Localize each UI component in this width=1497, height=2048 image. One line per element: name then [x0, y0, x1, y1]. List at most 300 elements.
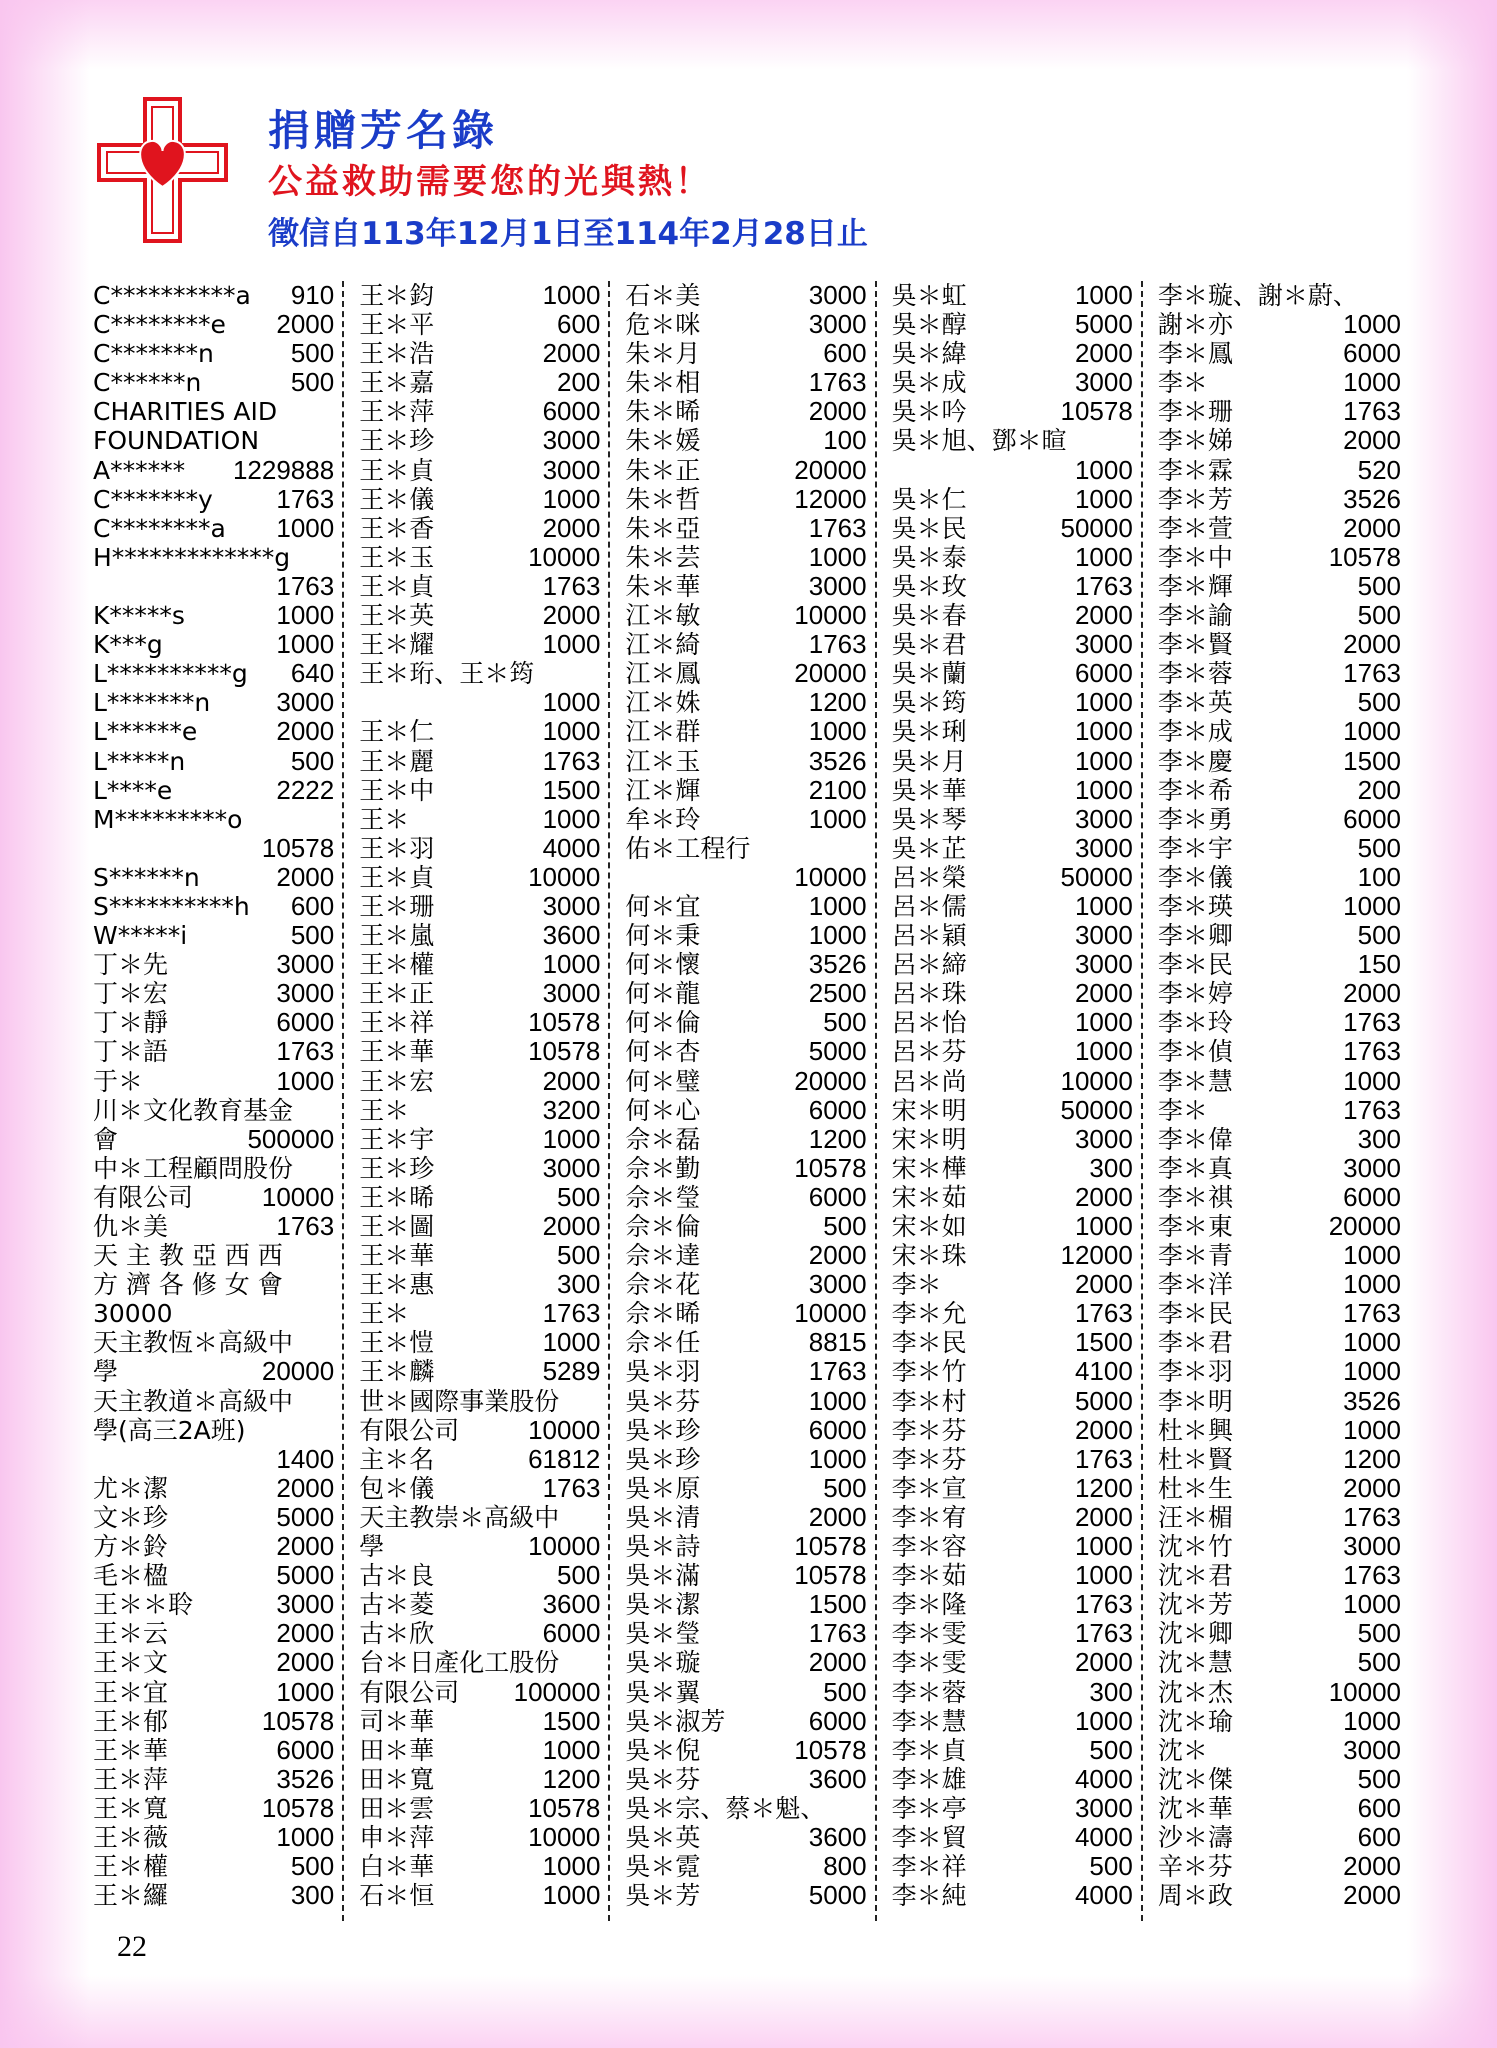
- donor-row: [625, 1096, 866, 1125]
- donor-name: 王＊麗: [359, 746, 435, 776]
- donor-name: 石＊美: [625, 281, 701, 310]
- donor-name: 吳＊玫: [891, 571, 967, 601]
- donation-amount: 300: [1357, 1123, 1401, 1154]
- donor-row: [93, 1387, 334, 1416]
- donor-row: [359, 514, 600, 543]
- donor-row: [359, 339, 600, 368]
- donor-name: 李＊村: [891, 1386, 967, 1416]
- donor-name: 江＊輝: [625, 775, 701, 805]
- donation-amount: 10000: [528, 1821, 601, 1852]
- donor-name: 石＊恒: [359, 1881, 435, 1911]
- donation-amount: 3600: [542, 1589, 601, 1620]
- donor-row: [93, 717, 334, 746]
- donor-row: [359, 601, 600, 630]
- donor-row: [892, 514, 1133, 543]
- donor-row: [625, 1125, 866, 1154]
- donor-name: 吳＊宗、蔡＊魁、: [625, 1793, 826, 1823]
- donor-name: 朱＊華: [625, 571, 701, 601]
- donor-row: [625, 1270, 866, 1299]
- donor-row: [625, 1532, 866, 1561]
- donor-row: [892, 1270, 1133, 1299]
- donor-row: [625, 1474, 866, 1503]
- donor-name: 于＊: [93, 1066, 144, 1096]
- donation-amount: 1000: [1074, 774, 1133, 805]
- donation-amount: 3000: [1074, 949, 1133, 980]
- donor-row: [892, 1154, 1133, 1183]
- donation-amount: 1763: [1343, 658, 1401, 689]
- donor-name: 吳＊芬: [625, 1764, 701, 1794]
- donor-name: 李＊真: [1157, 1153, 1233, 1183]
- donation-amount: 2000: [808, 1240, 867, 1271]
- donor-name: 丁＊先: [93, 950, 169, 980]
- donation-amount: 3600: [542, 920, 601, 951]
- donor-row: [93, 1037, 334, 1066]
- donation-amount: 10578: [261, 1705, 335, 1736]
- donor-row: [625, 1299, 866, 1328]
- donor-name: 李＊青: [1157, 1241, 1233, 1271]
- donation-amount: 1500: [542, 774, 601, 805]
- donation-amount: 300: [557, 1269, 601, 1300]
- donor-name: 李＊: [1157, 1095, 1208, 1125]
- donor-row: [892, 1678, 1133, 1707]
- donor-name: 吳＊吟: [891, 397, 967, 427]
- donor-row: [892, 1241, 1133, 1270]
- donation-amount: 500: [1357, 1647, 1401, 1678]
- donor-name: 朱＊哲: [625, 484, 701, 514]
- donation-amount: 2000: [542, 338, 601, 369]
- donor-row: [93, 1590, 334, 1619]
- donor-row: [625, 572, 866, 601]
- donation-amount: 12000: [1060, 1240, 1133, 1271]
- donor-name: 何＊龍: [625, 979, 701, 1009]
- donor-row: [359, 1008, 600, 1037]
- donor-name: 李＊慧: [891, 1706, 967, 1736]
- donor-name: 文＊珍: [93, 1502, 169, 1532]
- donor-row: [93, 921, 334, 950]
- donor-row: [359, 1678, 600, 1707]
- donor-name: 吳＊泰: [891, 542, 967, 572]
- donor-name: 王＊纙: [93, 1881, 169, 1911]
- donor-row: [892, 339, 1133, 368]
- donor-name: C**********a: [93, 281, 251, 310]
- donation-amount: 10578: [528, 1036, 601, 1067]
- donor-row: [625, 1736, 866, 1765]
- donor-name: 吳＊月: [891, 746, 967, 776]
- cross-heart-icon: [95, 95, 230, 245]
- donor-row: [1158, 368, 1401, 397]
- donation-amount: 500: [290, 1851, 335, 1882]
- donor-row: [1158, 1561, 1401, 1590]
- donor-row: [93, 543, 334, 572]
- donor-row: [625, 1037, 866, 1066]
- donor-name: 吳＊芷: [891, 833, 967, 863]
- donation-amount: 10578: [1060, 396, 1133, 427]
- donor-row: [93, 514, 334, 543]
- donor-row: [1158, 1241, 1401, 1270]
- donor-name: 杜＊興: [1157, 1415, 1233, 1445]
- donor-name: 學(高三2A班): [93, 1415, 246, 1445]
- donor-name: K*****s: [93, 601, 185, 631]
- donor-name: 李＊雯: [891, 1648, 967, 1678]
- donation-amount: 500: [1089, 1851, 1133, 1882]
- donor-name: 王＊華: [359, 1241, 435, 1271]
- donor-name: 李＊雯: [891, 1619, 967, 1649]
- donor-row: [1158, 1008, 1401, 1037]
- donor-name: 王＊儀: [359, 484, 435, 514]
- donor-name: 主＊名: [359, 1444, 435, 1474]
- donor-name: C******n: [93, 368, 202, 398]
- donor-row: [1158, 921, 1401, 950]
- donor-row: [892, 1387, 1133, 1416]
- donor-name: 毛＊楹: [93, 1561, 169, 1591]
- donation-amount: 1000: [1343, 890, 1401, 921]
- donor-row: [93, 1328, 334, 1357]
- donation-amount: 1000: [276, 629, 335, 660]
- donor-name: 李＊亭: [891, 1793, 967, 1823]
- donor-row: [93, 630, 334, 659]
- donor-name: 吳＊民: [891, 513, 967, 543]
- donation-amount: 600: [1357, 1821, 1401, 1852]
- donation-amount: 3000: [542, 454, 601, 485]
- donor-name: 吳＊詩: [625, 1532, 701, 1562]
- donation-amount: 600: [290, 890, 335, 921]
- donor-name: 王＊玉: [359, 542, 435, 572]
- donor-name: 佘＊花: [625, 1270, 701, 1300]
- donor-row: [93, 1474, 334, 1503]
- donor-row: [93, 1270, 334, 1299]
- donation-amount: 1763: [276, 483, 335, 514]
- donor-name: 吳＊醇: [891, 310, 967, 340]
- donor-name: 李＊東: [1157, 1212, 1233, 1241]
- donor-name: 李＊蓉: [891, 1677, 967, 1707]
- donation-amount: 500: [557, 1181, 601, 1212]
- donor-name: 吳＊華: [891, 775, 967, 805]
- donor-row: [1158, 281, 1401, 310]
- donation-amount: 500: [1357, 1618, 1401, 1649]
- donor-name: 何＊杏: [625, 1037, 701, 1067]
- donor-row: [93, 688, 334, 717]
- donor-row: [93, 1154, 334, 1183]
- donation-amount: 200: [557, 367, 601, 398]
- donor-row: [892, 1183, 1133, 1212]
- donation-amount: 1000: [542, 1880, 601, 1911]
- donor-name: 李＊珊: [1157, 397, 1233, 427]
- donor-name: 李＊宣: [891, 1473, 967, 1503]
- donor-row: [93, 747, 334, 776]
- donation-amount: 12000: [794, 483, 867, 514]
- donation-amount: 2000: [542, 1065, 601, 1096]
- donor-name: H*************g: [93, 542, 291, 572]
- donor-row: [359, 1270, 600, 1299]
- donor-row: [892, 1794, 1133, 1823]
- donation-amount: 500: [290, 920, 335, 951]
- donor-row: [1158, 514, 1401, 543]
- donor-name: 李＊霖: [1157, 455, 1233, 485]
- donor-name: 呂＊穎: [891, 921, 967, 951]
- donor-name: 李＊竹: [891, 1357, 967, 1387]
- donor-row: [625, 514, 866, 543]
- donor-row: [892, 979, 1133, 1008]
- donation-amount: 5289: [542, 1356, 601, 1387]
- donor-row: [1158, 747, 1401, 776]
- donor-name: 李＊瑛: [1157, 891, 1233, 921]
- donor-row: [1158, 688, 1401, 717]
- donation-amount: 2000: [1343, 1880, 1401, 1911]
- donor-name: 宋＊樺: [891, 1153, 967, 1183]
- donor-name: 李＊儀: [1157, 862, 1233, 892]
- donor-row: [1158, 717, 1401, 746]
- donor-row: [892, 1328, 1133, 1357]
- donation-amount: 500: [1357, 570, 1401, 601]
- donor-name: 李＊娣: [1157, 426, 1233, 456]
- donor-name: 何＊璧: [625, 1066, 701, 1096]
- donor-name: 學: [359, 1532, 385, 1562]
- donor-name: 申＊萍: [359, 1822, 435, 1852]
- donation-amount: 500: [557, 1560, 601, 1591]
- donor-name: 王＊仁: [359, 717, 435, 747]
- donor-name: 王＊: [359, 804, 410, 834]
- donor-row: [359, 426, 600, 455]
- donation-amount: 1000: [1074, 1705, 1133, 1736]
- donor-row: [359, 485, 600, 514]
- donor-name: 李＊成: [1157, 717, 1233, 747]
- donor-row: [93, 1096, 334, 1125]
- donor-name: 李＊隆: [891, 1590, 967, 1620]
- donor-row: [1158, 1183, 1401, 1212]
- donor-name: 李＊允: [891, 1299, 967, 1329]
- donor-row: [892, 1619, 1133, 1648]
- donation-amount: 2000: [1343, 1851, 1401, 1882]
- donation-amount: 4100: [1074, 1356, 1133, 1387]
- donor-name: 吳＊成: [891, 368, 967, 398]
- donor-name: 王＊華: [93, 1735, 169, 1765]
- donor-row: [892, 368, 1133, 397]
- donor-row: [892, 776, 1133, 805]
- donation-amount: 1000: [542, 803, 601, 834]
- donor-row: [625, 1503, 866, 1532]
- donor-name: 沙＊濤: [1157, 1822, 1233, 1852]
- donor-name: 李＊鳳: [1157, 339, 1233, 369]
- donor-row: [892, 1474, 1133, 1503]
- donor-row: [359, 1852, 600, 1881]
- donation-amount: 1763: [808, 367, 867, 398]
- donor-name: 王＊云: [93, 1619, 169, 1649]
- donation-amount: 6000: [808, 1414, 867, 1445]
- donor-row: [93, 1416, 334, 1445]
- donor-row: [1158, 1299, 1401, 1328]
- donation-amount: 6000: [1074, 658, 1133, 689]
- donor-column: [93, 281, 344, 1921]
- donor-row: [1158, 1852, 1401, 1881]
- donor-row: [359, 979, 600, 1008]
- donation-amount: 1763: [276, 1211, 335, 1241]
- donation-amount: 150: [1357, 949, 1401, 980]
- donation-amount: 10000: [794, 1298, 867, 1329]
- donor-row: [359, 1619, 600, 1648]
- donor-name: 沈＊竹: [1157, 1532, 1233, 1562]
- donor-row: [359, 1794, 600, 1823]
- donor-name: 中＊工程顧問股份: [93, 1153, 294, 1183]
- donor-row: [359, 659, 600, 688]
- donor-row: [359, 1823, 600, 1852]
- donation-amount: 3000: [1074, 803, 1133, 834]
- donation-amount: 3000: [542, 890, 601, 921]
- donor-row: [93, 805, 334, 834]
- donation-amount: 6000: [542, 396, 601, 427]
- donation-amount: 50000: [1060, 1094, 1133, 1125]
- donor-row: [93, 1794, 334, 1823]
- donation-amount: 5000: [1074, 1385, 1133, 1416]
- donor-name: 李＊貞: [891, 1735, 967, 1765]
- donor-row: [359, 1590, 600, 1619]
- donor-name: 宋＊珠: [891, 1241, 967, 1271]
- donor-name: 吳＊滿: [625, 1561, 701, 1591]
- donation-amount: 500: [290, 367, 335, 398]
- donor-name: 司＊華: [359, 1706, 435, 1736]
- donor-row: [93, 1357, 334, 1386]
- donation-amount: 2000: [1074, 338, 1133, 369]
- donation-amount: 5000: [276, 1501, 335, 1532]
- donor-row: [93, 1183, 334, 1212]
- donor-row: [1158, 1212, 1401, 1241]
- donation-amount: 1500: [808, 1589, 867, 1620]
- donor-name: 何＊秉: [625, 921, 701, 951]
- donor-name: 王＊郁: [93, 1706, 169, 1736]
- donor-name: 李＊貿: [891, 1822, 967, 1852]
- donor-name: 王＊嘉: [359, 368, 435, 398]
- donor-row: [625, 1008, 866, 1037]
- donor-list: [93, 281, 1409, 1921]
- donation-amount: 10000: [528, 861, 601, 892]
- donor-name: 吳＊琴: [891, 804, 967, 834]
- donor-row: [93, 456, 334, 485]
- donor-name: 李＊明: [1157, 1386, 1233, 1416]
- donor-row: [359, 1416, 600, 1445]
- donor-name: 天 主 教 亞 西 西: [93, 1241, 283, 1271]
- donor-name: 牟＊玲: [625, 804, 701, 834]
- donor-name: 呂＊怡: [891, 1008, 967, 1038]
- donation-amount: 1763: [1343, 1298, 1401, 1329]
- donor-row: [625, 630, 866, 659]
- donor-row: [625, 1067, 866, 1096]
- donor-row: [892, 717, 1133, 746]
- donor-name: 沈＊傑: [1157, 1764, 1233, 1794]
- donor-row: [625, 339, 866, 368]
- donation-amount: 6000: [276, 1734, 335, 1765]
- donation-amount: 3000: [808, 280, 867, 310]
- donor-name: 呂＊芬: [891, 1037, 967, 1067]
- donor-name: 吳＊潔: [625, 1590, 701, 1620]
- donor-row: [625, 688, 866, 717]
- donor-name: 吳＊翼: [625, 1677, 701, 1707]
- donation-amount: 910: [290, 280, 335, 310]
- donor-row: [1158, 1416, 1401, 1445]
- donor-row: [1158, 1794, 1401, 1823]
- donation-amount: 6000: [808, 1705, 867, 1736]
- donor-name: 方＊鈴: [93, 1532, 169, 1562]
- donor-row: [625, 1154, 866, 1183]
- donor-row: [359, 1765, 600, 1794]
- donor-column: [625, 281, 876, 1921]
- donor-name: 何＊心: [625, 1095, 701, 1125]
- donor-row: [359, 747, 600, 776]
- donation-amount: 10000: [261, 1181, 335, 1212]
- donor-name: 王＊宜: [93, 1677, 169, 1707]
- donation-amount: 1000: [542, 1327, 601, 1358]
- donor-name: 沈＊杰: [1157, 1677, 1233, 1707]
- donor-row: [892, 485, 1133, 514]
- donor-row: [625, 1387, 866, 1416]
- donor-name: 丁＊語: [93, 1037, 169, 1067]
- donation-amount: 2000: [808, 1647, 867, 1678]
- donor-name: 台＊日產化工股份: [359, 1648, 560, 1678]
- donor-column: [359, 281, 610, 1921]
- donation-amount: 1000: [808, 716, 867, 747]
- donation-amount: 2000: [1074, 1269, 1133, 1300]
- donation-amount: 1763: [1343, 1560, 1401, 1591]
- donor-row: [892, 1881, 1133, 1910]
- donor-column: [1158, 281, 1409, 1921]
- donation-amount: 2000: [808, 396, 867, 427]
- donor-name: 川＊文化教育基金: [93, 1095, 294, 1125]
- donor-row: [1158, 1678, 1401, 1707]
- donor-name: M*********o: [93, 804, 243, 834]
- donor-name: 沈＊瑜: [1157, 1706, 1233, 1736]
- donation-amount: 50000: [1060, 512, 1133, 543]
- donor-name: 李＊蓉: [1157, 659, 1233, 689]
- donor-name: 尤＊潔: [93, 1473, 169, 1503]
- donor-row: [359, 1707, 600, 1736]
- donor-name: 王＊貞: [359, 571, 435, 601]
- donor-name: 沈＊: [1157, 1735, 1208, 1765]
- donor-row: [1158, 1328, 1401, 1357]
- donor-name: 吳＊仁: [891, 484, 967, 514]
- donor-row: [93, 281, 334, 310]
- donor-row: [892, 659, 1133, 688]
- donor-name: 王＊: [359, 1299, 410, 1329]
- donation-amount: 1000: [1074, 745, 1133, 776]
- donor-name: 李＊輝: [1157, 571, 1233, 601]
- donor-row: [359, 1881, 600, 1910]
- donor-row: [359, 310, 600, 339]
- donor-row: [359, 1532, 600, 1561]
- donor-row: [93, 1823, 334, 1852]
- donor-name: 李＊雄: [891, 1764, 967, 1794]
- donation-amount: 5000: [1074, 309, 1133, 340]
- donor-name: 李＊希: [1157, 775, 1233, 805]
- donor-row: [359, 1387, 600, 1416]
- donation-amount: 300: [1089, 1676, 1133, 1707]
- donor-name: S******n: [93, 862, 200, 892]
- donor-name: 田＊寬: [359, 1764, 435, 1794]
- donation-amount: 1763: [542, 1298, 601, 1329]
- donor-name: 包＊儀: [359, 1473, 435, 1503]
- donation-amount: 500: [1089, 1734, 1133, 1765]
- donor-row: [892, 1765, 1133, 1794]
- donor-name: 有限公司: [93, 1182, 194, 1212]
- donor-name: 王＊麟: [359, 1357, 435, 1387]
- donor-row: [892, 834, 1133, 863]
- donor-name: 李＊芳: [1157, 484, 1233, 514]
- donor-row: [892, 543, 1133, 572]
- donor-name: 丁＊宏: [93, 979, 169, 1009]
- donation-amount: 3000: [1074, 920, 1133, 951]
- donation-amount: 2000: [276, 716, 335, 747]
- donation-amount: 1763: [1074, 1618, 1133, 1649]
- donor-name: 何＊宜: [625, 891, 701, 921]
- donation-amount: 100: [1357, 861, 1401, 892]
- donor-name: 李＊民: [891, 1328, 967, 1358]
